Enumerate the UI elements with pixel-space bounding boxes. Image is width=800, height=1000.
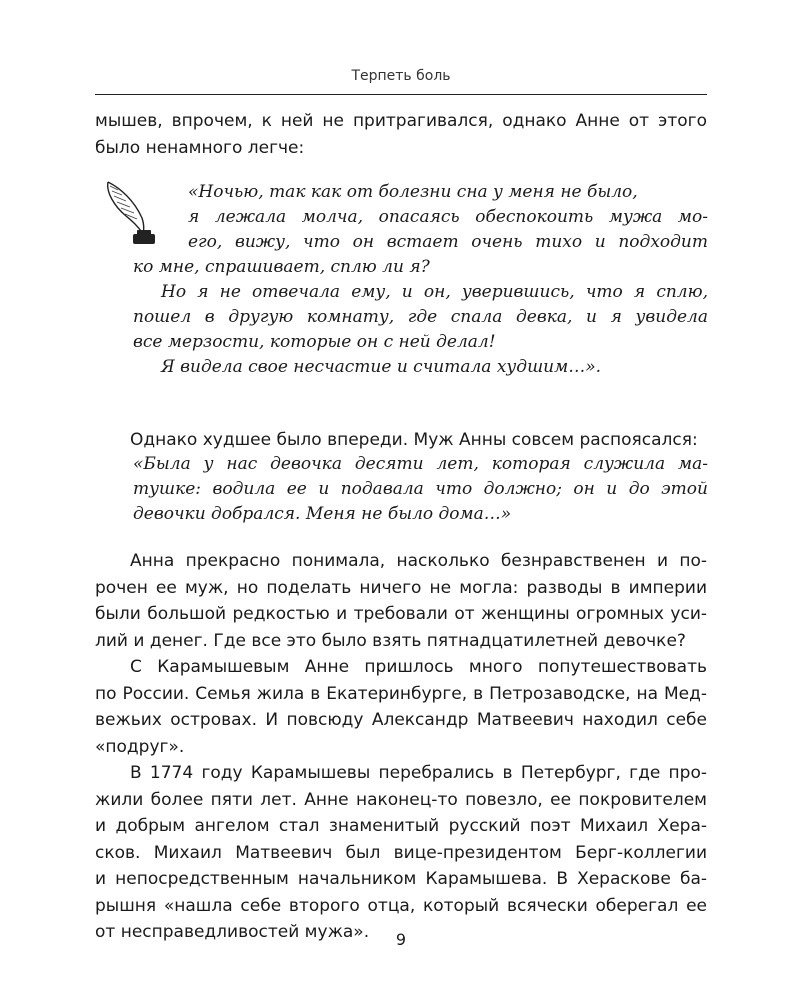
quote-line: Но я не отвечала ему, и он, уверившись, что я сплю, — [161, 282, 708, 302]
quote-line: девочки добрался. Меня не было дома…» — [133, 504, 512, 524]
quote-line: «Ночью, так как от болезни сна у меня не было, — [188, 182, 638, 202]
text-line: от несправедливостей мужа». — [95, 922, 370, 942]
main-text — [95, 548, 707, 946]
text-line: были большой редкостью и требовали от женщины огромных уси- — [95, 604, 707, 624]
text-line: по России. Семья жила в Екатеринбурге, в Петрозаводске, на Мед- — [95, 683, 707, 704]
quote-first — [133, 180, 708, 380]
text-line: сков. Михаил Матвеевич был вице-президентом Берг-коллегии — [95, 842, 707, 863]
header-rule — [95, 94, 707, 95]
text-line: рышня «нашла себе второго отца, который всячески оберегал ее — [95, 895, 707, 916]
quote-line: тушке: водила ее и подавала что должно; он и до этой — [133, 479, 708, 499]
quote-line: все мерзости, которые он с ней делал! — [133, 332, 496, 352]
quote-line: пошел в другую комнату, где спала девка, и я увидела — [133, 307, 708, 327]
bridge-paragraph — [95, 427, 707, 454]
quote-line: я лежала молча, опасаясь обеспокоить мужа мо- — [188, 207, 708, 227]
text-line: лий и денег. Где все это было взять пятнадцатилетней девочке? — [95, 630, 686, 651]
text-line: В 1774 году Карамышевы перебрались в Петербург, где про- — [130, 763, 707, 783]
text-line: жили более пяти лет. Анне наконец-то повезло, ее покровителем — [95, 789, 707, 810]
page-number: 9 — [395, 930, 407, 949]
text-line: и непосредственным начальником Карамышева. В Хераскове ба- — [95, 869, 707, 889]
text-line: «подруг». — [95, 736, 185, 757]
running-header: Терпеть боль — [351, 68, 451, 84]
quote-line: его, вижу, что он встает очень тихо и подходит — [188, 232, 708, 252]
intro-paragraph — [95, 108, 707, 161]
text-line: было ненамного легче: — [95, 137, 305, 158]
quote-line: «Была у нас девочка десяти лет, которая служила ма- — [133, 454, 708, 474]
quote-second — [133, 452, 708, 527]
text-line: рочен ее муж, но поделать ничего не могла: разводы в империи — [95, 577, 707, 598]
text-line: и добрым ангелом стал знаменитый русский поэт Михаил Хера- — [95, 816, 707, 836]
text-line: мышев, впрочем, к ней не притрагивался, однако Анне от этого — [95, 111, 707, 131]
text-line: вежьих островах. И повсюду Александр Матвеевич находил себе — [95, 710, 707, 730]
text-line: С Карамышевым Анне пришлось много попутешествовать — [130, 657, 707, 677]
quote-line: Я видела свое несчастие и считала худшим…». — [161, 357, 602, 377]
text-line: Однако худшее было впереди. Муж Анны совсем распоясался: — [130, 430, 698, 450]
quote-line: ко мне, спрашивает, сплю ли я? — [133, 257, 430, 277]
text-line: Анна прекрасно понимала, насколько безнравственен и по- — [130, 551, 707, 571]
